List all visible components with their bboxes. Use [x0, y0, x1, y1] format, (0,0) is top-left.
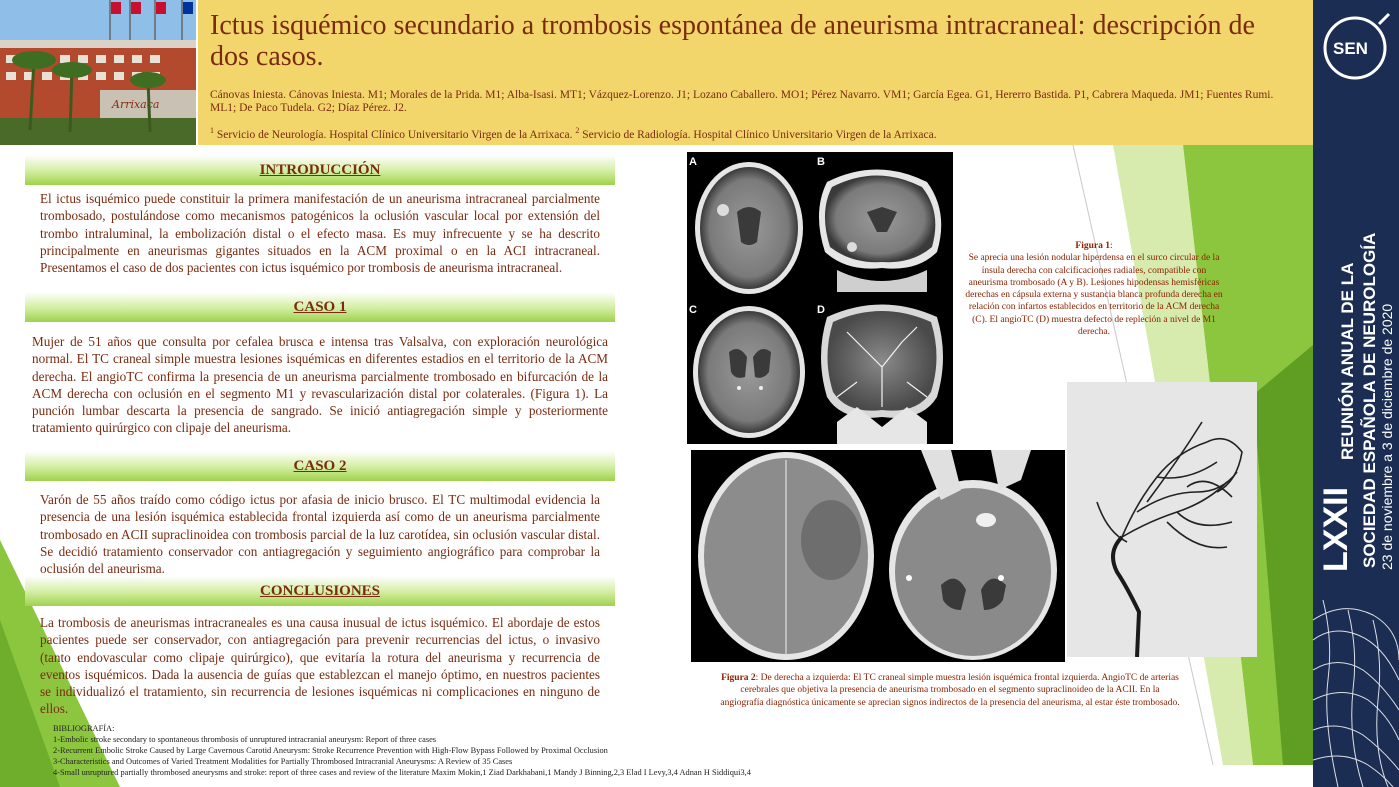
- figure-1-label-a: A: [689, 156, 697, 168]
- caso1-text: Mujer de 51 años que consulta por cefalea brusca e intensa tras Valsalva, con exploración neurológica normal. El TC craneal simple muestra lesiones isquémicas en diferentes estadios en el territorio de la ACM derecha. El angioTC confirma la presencia de un aneurisma parcialmente trombosado en bifurcación de la ACM derecha con oclusión en el segmento M1 y revascularización distal por colaterales. (Figura 1). La punción lumbar descarta la presencia de sangrado. Se inició antiagregación simple y posteriormente tratamiento quirúrgico con clipaje del aneurisma.: [32, 334, 608, 436]
- conference-line-2: REUNIÓN ANUAL DE LA: [1338, 262, 1357, 460]
- bibliography-item: 2-Recurrent Embolic Stroke Caused by Large Cavernous Carotid Aneurysm: Stroke Recurrence Prevention with High-Flow Bypass Followed by Proximal Occlusion: [53, 746, 608, 755]
- affil-1: Servicio de Neurología. Hospital Clínico Universitario Virgen de la Arrixaca.: [214, 128, 576, 141]
- section-header-caso2: [25, 451, 615, 481]
- poster-header: [198, 0, 1313, 145]
- brain-decoration: [1313, 600, 1399, 787]
- figure-1-label-b: B: [817, 156, 825, 168]
- figure-2-angioct-image: [881, 450, 1065, 662]
- figure-2-angiography-image: [1067, 382, 1257, 657]
- intro-text: El ictus isquémico puede constituir la primera manifestación de un aneurisma intracraneal parcialmente trombosado, postulándose como mecanismos patogénicos la oclusión vascular local por extensión del trombo intraluminal, la embolización distal o el efecto masa. Es muy infrecuente y se ha descrito principalmente en aneurismas gigantes situados en la ACM proximal o en la ACI intracraneal. Presentamos el caso de dos pacientes con ictus isquémico por trombosis de aneurisma intracraneal.: [40, 191, 600, 276]
- affil-sup-2: 2: [575, 126, 580, 135]
- sen-logo-text: SEN: [1333, 39, 1368, 58]
- section-title-caso2: CASO 2: [293, 458, 347, 474]
- conference-number: LXXII: [1317, 486, 1355, 572]
- figure-1-caption-title: Figura 1: [1075, 241, 1110, 251]
- figure-2-caption-text: : De derecha a izquierda: El TC craneal simple muestra lesión isquémica frontal izquierda. AngioTC de arterias cerebrales que objetiva la presencia de aneurisma trombosado en el segmento supraclinoideo de la ACII. En la angiografía diagnóstica únicamente se aprecian signos indirectos de la presencia del aneurisma, al estar éste trombosado.: [720, 673, 1180, 708]
- figure-1-caption: [963, 240, 1225, 338]
- bibliography: [53, 723, 853, 778]
- figure-1-label-c: C: [689, 304, 697, 316]
- hospital-sign: Arrixaca: [112, 98, 160, 111]
- section-header-conclusiones: [25, 576, 615, 606]
- figure-1-caption-colon: :: [1109, 241, 1113, 251]
- conclusiones-text: La trombosis de aneurismas intracraneales es una causa inusual de ictus isquémico. El abordaje de estos pacientes puede ser conservador, con antiagregación para prevenir recurrencias del ictus, o invasivo (tanto endovascular como clipaje quirúrgico), que evitaría la rotura del aneurisma y recurrencia de eventos isquémicos. Dada la ausencia de guías que establezcan el manejo óptimo, en nuestros pacientes se individualizó el tratamiento, sin recurrencia de lesiones isquémicas ni complicaciones en ninguno de ellos.: [40, 615, 600, 717]
- affiliations: [210, 126, 1300, 141]
- affil-sup-1: 1: [210, 126, 214, 135]
- conference-band: [1313, 0, 1399, 787]
- section-header-caso1: [25, 292, 615, 322]
- section-title-introduccion: INTRODUCCIÓN: [259, 162, 381, 178]
- sen-logo-icon: [1319, 10, 1395, 86]
- hospital-photo: [0, 0, 196, 145]
- figure-1-image: [687, 152, 953, 444]
- figure-2-caption: [720, 672, 1180, 709]
- figure-2-ct-image: [691, 450, 881, 662]
- bibliography-item: 1-Embolic stroke secondary to spontaneous thrombosis of unruptured intracranial aneurysm: Report of three cases: [53, 735, 437, 744]
- bibliography-item: 4-Small unruptured partially thrombosed aneurysms and stroke: report of three cases and review of the literature Maxim Mokin,1 Ziad Darkhabani,1 Mandy J Binning,2,3 Elad I Levy,3,4 Adnan H Siddiqui3,4: [53, 768, 751, 777]
- figure-1-label-d: D: [817, 304, 825, 316]
- affil-2: Servicio de Radiología. Hospital Clínico Universitario Virgen de la Arrixaca.: [579, 128, 937, 141]
- conference-line-3: SOCIEDAD ESPAÑOLA DE NEUROLOGÍA: [1360, 232, 1379, 568]
- bibliography-heading: BIBLIOGRAFÍA:: [53, 724, 115, 733]
- poster-title: Ictus isquémico secundario a trombosis espontánea de aneurisma intracraneal: descripción de dos casos.: [210, 10, 1255, 72]
- section-title-caso1: CASO 1: [293, 299, 347, 315]
- figure-1-caption-text: Se aprecia una lesión nodular hiperdensa en el surco circular de la ínsula derecha con calcificaciones radiales, compatible con aneurisma trombosado (A y B). Lesiones hipodensas hemisféricas derechas en cápsula externa y sustancia blanca profunda derecha en relación con infartos establecidos en territorio de la ACM derecha (C). El angioTC (D) muestra defecto de repleción a nivel de M1 derecha.: [965, 253, 1223, 338]
- bibliography-item: 3-Characteristics and Outcomes of Varied Treatment Modalities for Partially Thrombosed Intracranial Aneurysms: A Review of 35 Cases: [53, 757, 513, 766]
- section-title-conclusiones: CONCLUSIONES: [259, 583, 381, 599]
- conference-dates: 23 de noviembre a 3 de diciembre de 2020: [1379, 303, 1395, 570]
- caso2-text: Varón de 55 años traído como código ictus por afasia de inicio brusco. El TC multimodal evidencia la presencia de una lesión isquémica establecida frontal izquierda así como de un aneurisma parcialmente trombosado en ACII supraclinoidea con trombosis parcial de la luz carotídea, sin oclusión vascular distal. Se decidió tratamiento conservador con antiagregación y seguimiento angiográfico para comprobar la oclusión del aneurisma.: [40, 492, 600, 577]
- figure-2-caption-title: Figura 2: [721, 673, 756, 683]
- authors-list: Cánovas Iniesta. Cánovas Iniesta. M1; Morales de la Prida. M1; Alba-Isasi. MT1; Vázquez-Lorenzo. J1; Lozano Caballero. MO1; Pérez Navarro. VM1; García Egea. G1, Hererro Bastida. P1, Cabrera Maqueda. JM1; Fuentes Rumi. ML1; De Paco Tudela. G2; Díaz Pérez. J2.: [210, 89, 1274, 114]
- section-header-introduccion: [25, 155, 615, 185]
